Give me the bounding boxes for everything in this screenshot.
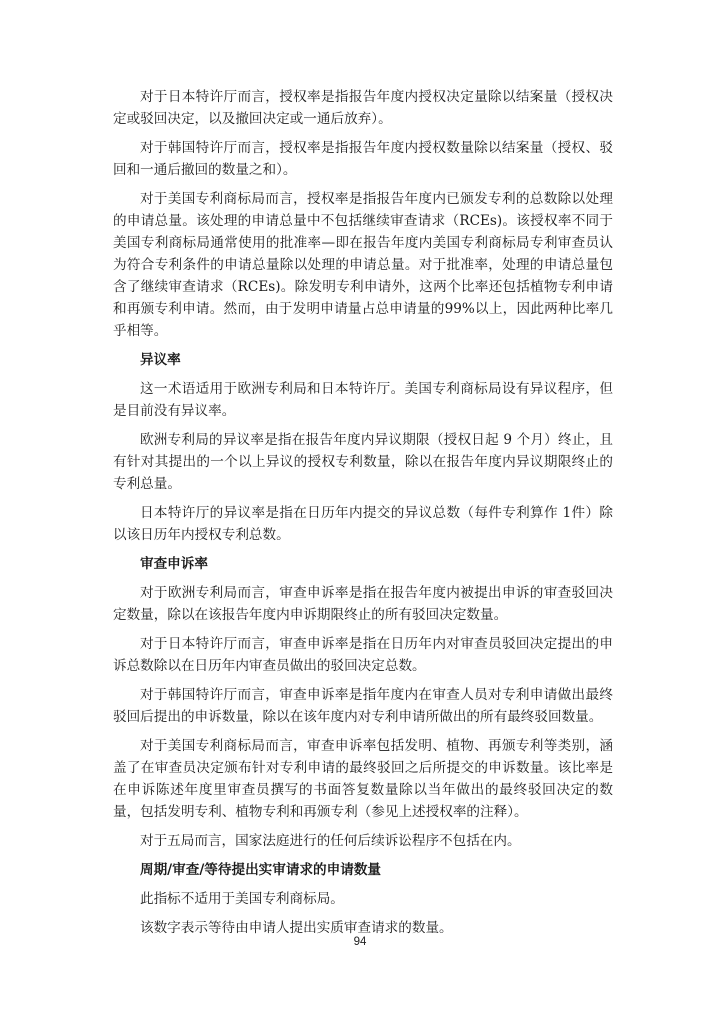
paragraph-appeal-jpo: 对于日本特许厅而言，审查申诉率是指在日历年内对审查员驳回决定提出的申诉总数除以在日历年内审查员做出的驳回决定总数。 — [113, 636, 613, 674]
paragraph-appeal-kipo: 对于韩国特许厅而言，审查申诉率是指年度内在审查人员对专利申请做出最终驳回后提出的申诉数量，除以在该年度内对专利申请所做出的所有最终驳回数量。 — [113, 687, 613, 725]
section-heading-pending-exam-requests: 周期/审查/等待提出实审请求的申请数量 — [140, 862, 382, 878]
paragraph-appeal-uspto: 对于美国专利商标局而言，审查申诉率包括发明、植物、再颁专利等类别，涵盖了在审查员决定颁布针对专利申请的最终驳回之后所提交的申诉数量。该比率是在申诉陈述年度里审查员撰写的书面答复数量除以当年做出的最终驳回决定的数量，包括发明专利、植物专利和再颁专利（参见上述授权率的注释）。 — [113, 738, 613, 820]
paragraph-grant-rate-uspto: 对于美国专利商标局而言，授权率是指报告年度内已颁发专利的总数除以处理的申请总量。该处理的申请总量中不包括继续审查请求（RCEs)。该授权率不同于美国专利商标局通常使用的批准率—即在报告年度内美国专利商标局专利审查员认为符合专利条件的申请总量除以处理的申请总量。对于批准率，处理的申请总量包含了继续审查请求（RCEs)。除发明专利申请外，这两个比率还包括植物专利申请和再颁专利申请。然而，由于发明申请量占总申请量的99%以上，因此两种比率几乎相等。 — [113, 191, 613, 339]
page-number: 94 — [353, 936, 367, 948]
paragraph-pending-description: 该数字表示等待由申请人提出实质审查请求的数量。 — [140, 920, 453, 936]
paragraph-appeal-epo: 对于欧洲专利局而言，审查申诉率是指在报告年度内被提出申诉的审查驳回决定数量，除以在该报告年度内申诉期限终止的所有驳回决定数量。 — [113, 585, 613, 623]
document-body — [113, 86, 613, 946]
paragraph-grant-rate-jpo: 对于日本特许厅而言，授权率是指报告年度内授权决定量除以结案量（授权决定或驳回决定，以及撤回决定或一通后放弃）。 — [113, 89, 613, 127]
paragraph-opposition-jpo: 日本特许厅的异议率是指在日历年内提交的异议总数（每件专利算作 1件）除以该日历年内授权专利总数。 — [113, 505, 613, 543]
paragraph-opposition-scope: 这一术语适用于欧洲专利局和日本特许厅。美国专利商标局设有异议程序，但是目前没有异议率。 — [113, 381, 613, 419]
paragraph-opposition-epo: 欧洲专利局的异议率是指在报告年度内异议期限（授权日起 9 个月）终止，且有针对其提出的一个以上异议的授权专利数量，除以在报告年度内异议期限终止的专利总量。 — [113, 432, 613, 492]
paragraph-grant-rate-kipo: 对于韩国特许厅而言，授权率是指报告年度内授权数量除以结案量（授权、驳回和一通后撤回的数量之和）。 — [113, 140, 613, 178]
section-heading-appeal-rate: 审查申诉率 — [140, 556, 208, 572]
paragraph-appeal-ip5: 对于五局而言，国家法庭进行的任何后续诉讼程序不包括在内。 — [140, 833, 521, 849]
section-heading-opposition-rate: 异议率 — [140, 352, 181, 368]
paragraph-pending-not-applicable: 此指标不适用于美国专利商标局。 — [140, 891, 344, 907]
